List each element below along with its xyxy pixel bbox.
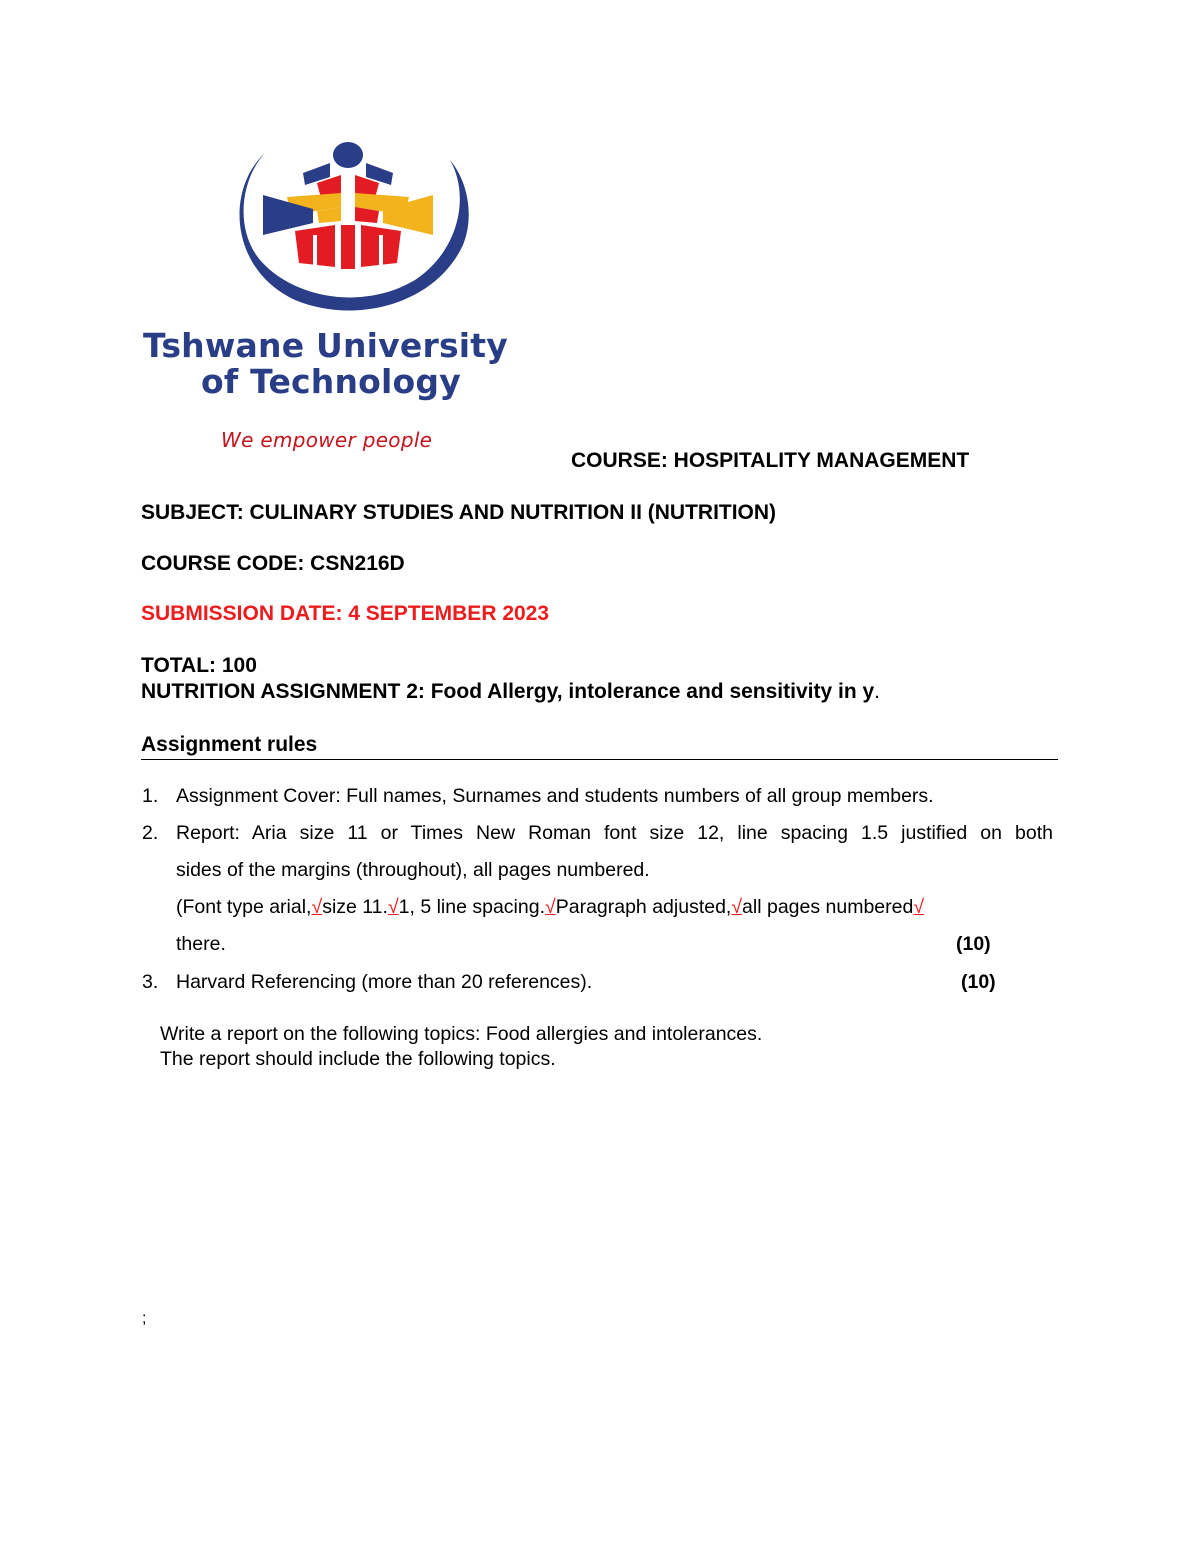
criteria-size: size 11.: [322, 896, 388, 918]
rule-3-marks: (10): [961, 971, 996, 993]
check-mark: √: [913, 896, 925, 918]
stray-mark: ;: [142, 1310, 147, 1327]
criteria-line-spacing: 1, 5 line spacing.: [398, 896, 546, 918]
assignment-title: Food Allergy, intolerance and sensitivity in y: [430, 680, 875, 703]
logo-head: [333, 142, 363, 168]
assignment-suffix: .: [874, 680, 881, 703]
course-line: COURSE: HOSPITALITY MANAGEMENT: [571, 449, 970, 472]
report-instruction-line2: The report should include the following topics.: [160, 1048, 556, 1070]
rule-number-2: 2.: [142, 822, 159, 844]
check-mark: √: [387, 896, 399, 918]
criteria-paragraph: Paragraph adjusted,: [555, 896, 732, 918]
criteria-font-type: (Font type arial,: [176, 896, 312, 918]
rule-number-1: 1.: [142, 785, 159, 807]
subject-line: SUBJECT: CULINARY STUDIES AND NUTRITION II (NUTRITION): [141, 501, 777, 524]
logo-wordmark: [143, 328, 563, 400]
logo-name-line2: of Technology: [201, 362, 461, 401]
rule-number-3: 3.: [142, 971, 159, 993]
check-mark: √: [545, 896, 556, 918]
submission-date-line: SUBMISSION DATE: 4 SEPTEMBER 2023: [141, 602, 550, 625]
logo-tagline: We empower people: [221, 428, 433, 452]
rule-3-text: Harvard Referencing (more than 20 references).: [176, 971, 593, 993]
assignment-prefix: NUTRITION ASSIGNMENT 2:: [141, 680, 431, 703]
check-mark: √: [311, 896, 323, 918]
assignment-rules-heading: Assignment rules: [141, 733, 1058, 760]
rule-2-line2: sides of the margins (throughout), all pages numbered.: [176, 859, 650, 881]
rule-2-line4: there.: [176, 933, 226, 955]
total-line: TOTAL: 100: [141, 654, 257, 677]
report-instruction-line1: Write a report on the following topics: Food allergies and intolerances.: [160, 1023, 763, 1045]
rule-1-text: Assignment Cover: Full names, Surnames and students numbers of all group members.: [176, 785, 934, 807]
criteria-page-numbers: all pages numbered: [742, 896, 914, 918]
rule-2-marks: (10): [956, 933, 991, 955]
logo-name-line1: Tshwane University: [143, 326, 508, 365]
check-mark: √: [731, 896, 743, 918]
course-code-line: COURSE CODE: CSN216D: [141, 552, 405, 575]
assignment-title-line: [141, 680, 880, 704]
university-logo: [225, 135, 475, 325]
rule-2-criteria: [176, 896, 924, 919]
rule-2-line1: Report: Aria size 11 or Times New Roman font size 12, line spacing 1.5 justified on both: [176, 822, 1053, 844]
